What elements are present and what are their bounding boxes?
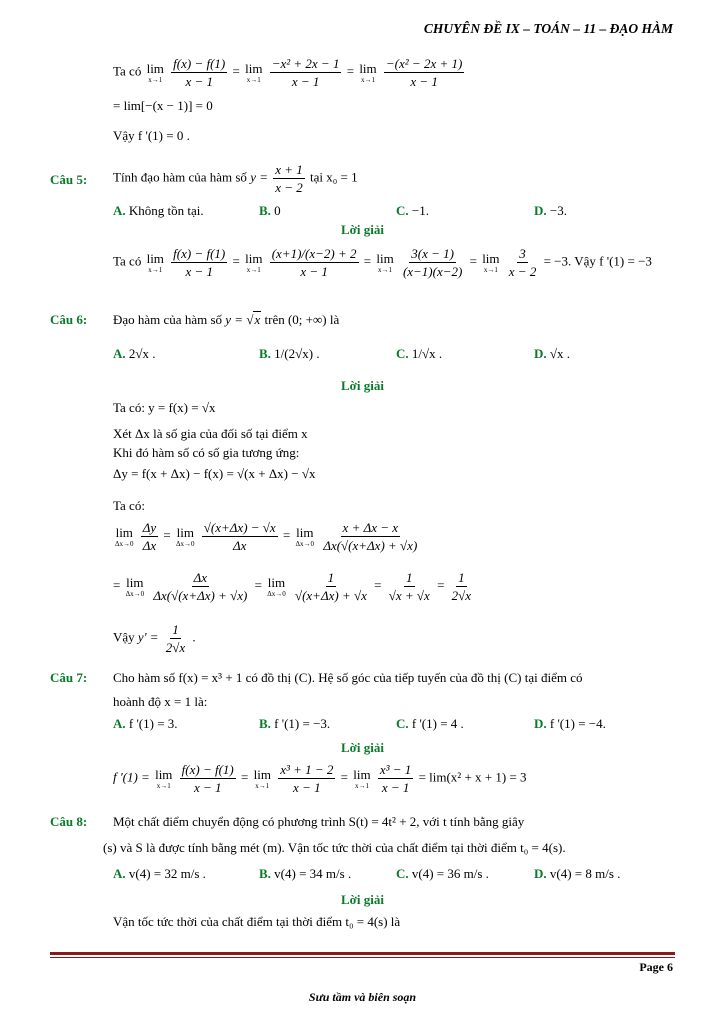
question-7-stem-2: hoành độ x = 1 là: bbox=[113, 694, 208, 709]
q6-sol-line-4: Δy = f(x + Δx) − f(x) = √(x + Δx) − √x bbox=[113, 466, 316, 481]
q8-option-c[interactable]: C. v(4) = 36 m/s . bbox=[396, 866, 489, 881]
q5-option-d[interactable]: D. −3. bbox=[534, 203, 567, 218]
q6-option-c[interactable]: C. 1/√x . bbox=[396, 346, 443, 361]
q8-solution-title: Lời giải bbox=[341, 892, 384, 907]
q6-option-d[interactable]: D. √x . bbox=[534, 346, 571, 361]
question-5-label: Câu 5: bbox=[50, 172, 88, 187]
question-8-stem: Một chất điểm chuyển động có phương trình S(t) = 4t² + 2, với t tính bằng giây bbox=[113, 814, 525, 829]
footer-rule-thick bbox=[50, 952, 675, 955]
q6-solution-title: Lời giải bbox=[341, 378, 384, 393]
q7-solution-title: Lời giải bbox=[341, 740, 384, 755]
q6-sol-line-5: Ta có: bbox=[113, 498, 145, 513]
q5-solution-line: Ta có lim x→1 $\frac{f(x) - f(1)}{x - 1}$ = lim x→1 $\frac{(x+1)/(x-2) + 2}{x - 1}$ = lim x→1 $\frac{3(x - 1)}{(x-1)(x-2)}$ = lim x→1 $\frac{3}{x - 2}$ = −3. Vậy f '(1) = −3 bbox=[113, 246, 652, 279]
question-6-label: Câu 6: bbox=[50, 312, 88, 327]
cau4-conclusion: Vậy f '(1) = 0 . bbox=[113, 128, 190, 143]
q6-option-b[interactable]: B. 1/(2√x) . bbox=[259, 346, 320, 361]
q5-option-c[interactable]: C. −1. bbox=[396, 203, 429, 218]
q7-solution-line: f '(1) = lim x→1 $\frac{f(x) - f(1)}{x - 1}$ = lim x→1 $\frac{\text{x³ + 1 − 2}}{x - 1}$ = lim x→1 $\frac{\text{x³ − 1}}{x - 1}$ = lim(x² + x + 1) = 3 bbox=[113, 762, 527, 795]
q6-sol-line-3: Khi đó hàm số có số gia tương ứng: bbox=[113, 445, 300, 460]
page-number: Page 6 bbox=[639, 960, 673, 974]
question-8-label: Câu 8: bbox=[50, 814, 88, 829]
q6-option-a[interactable]: A. 2√x . bbox=[113, 346, 156, 361]
q7-option-b[interactable]: B. f '(1) = −3. bbox=[259, 716, 331, 731]
q6-limit-line-2: = lim Δx→0 $\frac{\Delta x}{\Delta x(√(x+\Delta x) + √x)}$ = lim Δx→0 $\frac{1}{√(x+\Delta x) + √x}$ = $\frac{1}{√x + √x}$ = $\frac{1}{2√x}$ bbox=[113, 570, 472, 603]
q7-option-c[interactable]: C. f '(1) = 4 . bbox=[396, 716, 464, 731]
q7-option-d[interactable]: D. f '(1) = −4. bbox=[534, 716, 606, 731]
q6-limit-line-1: lim Δx→0 $\frac{\Delta y}{\Delta x}$ = lim Δx→0 $\frac{√(x+\Delta x) - √x}{\Delta x}$ = lim Δx→0 $\frac{x + \Delta x - x}{\Delta x(√(x+\Delta x) + √x)}$ bbox=[115, 520, 418, 553]
q6-conclusion: Vậy y' = $\frac{1}{2√x}$ . bbox=[113, 622, 196, 655]
question-6-stem: Đạo hàm của hàm số y = √x trên (0; +∞) là bbox=[113, 312, 340, 327]
footer-rule-thin bbox=[50, 957, 675, 958]
page-header-title: CHUYÊN ĐỀ IX – TOÁN – 11 – ĐẠO HÀM bbox=[423, 21, 673, 36]
q7-option-a[interactable]: A. f '(1) = 3. bbox=[113, 716, 178, 731]
q6-sol-line-1: Ta có: y = f(x) = √x bbox=[113, 400, 216, 415]
q8-solution-line: Vận tốc tức thời của chất điểm tại thời điểm t₀ = 4(s) là bbox=[113, 914, 401, 929]
q5-solution-title: Lời giải bbox=[341, 222, 384, 237]
q8-option-a[interactable]: A. v(4) = 32 m/s . bbox=[113, 866, 206, 881]
question-7-label: Câu 7: bbox=[50, 670, 88, 685]
question-7-stem: Cho hàm số f(x) = x³ + 1 có đồ thị (C). Hệ số góc của tiếp tuyến của đồ thị (C) tại điểm có bbox=[113, 670, 583, 685]
cau4-line1: Ta có lim x→1 $\frac{f(x) - f(1)}{x - 1}$ = lim x→1 $\frac{\text{−x² + 2x − 1}}{x - 1}$ = lim x→1 $\frac{\text{−(x² − 2x + 1)}}{x - 1}$ bbox=[113, 56, 463, 89]
cau4-line2: = lim[−(x − 1)] = 0 bbox=[113, 98, 213, 113]
footer-credit: Sưu tầm và biên soạn bbox=[308, 990, 417, 1004]
q5-option-a[interactable]: A. Không tồn tại. bbox=[113, 203, 204, 218]
q5-option-b[interactable]: B. 0 bbox=[259, 203, 281, 218]
q6-sol-line-2: Xét Δx là số gia của đối số tại điểm x bbox=[113, 426, 308, 441]
q8-option-b[interactable]: B. v(4) = 34 m/s . bbox=[259, 866, 352, 881]
question-5-stem: Tính đạo hàm của hàm số y = $\frac{x + 1}{x - 2}$ tại x₀ = 1 bbox=[113, 162, 358, 195]
q8-option-d[interactable]: D. v(4) = 8 m/s . bbox=[534, 866, 621, 881]
question-8-stem-2: (s) và S là được tính bằng mét (m). Vận tốc tức thời của chất điểm tại thời điểm t₀ = 4(s). bbox=[103, 840, 566, 855]
